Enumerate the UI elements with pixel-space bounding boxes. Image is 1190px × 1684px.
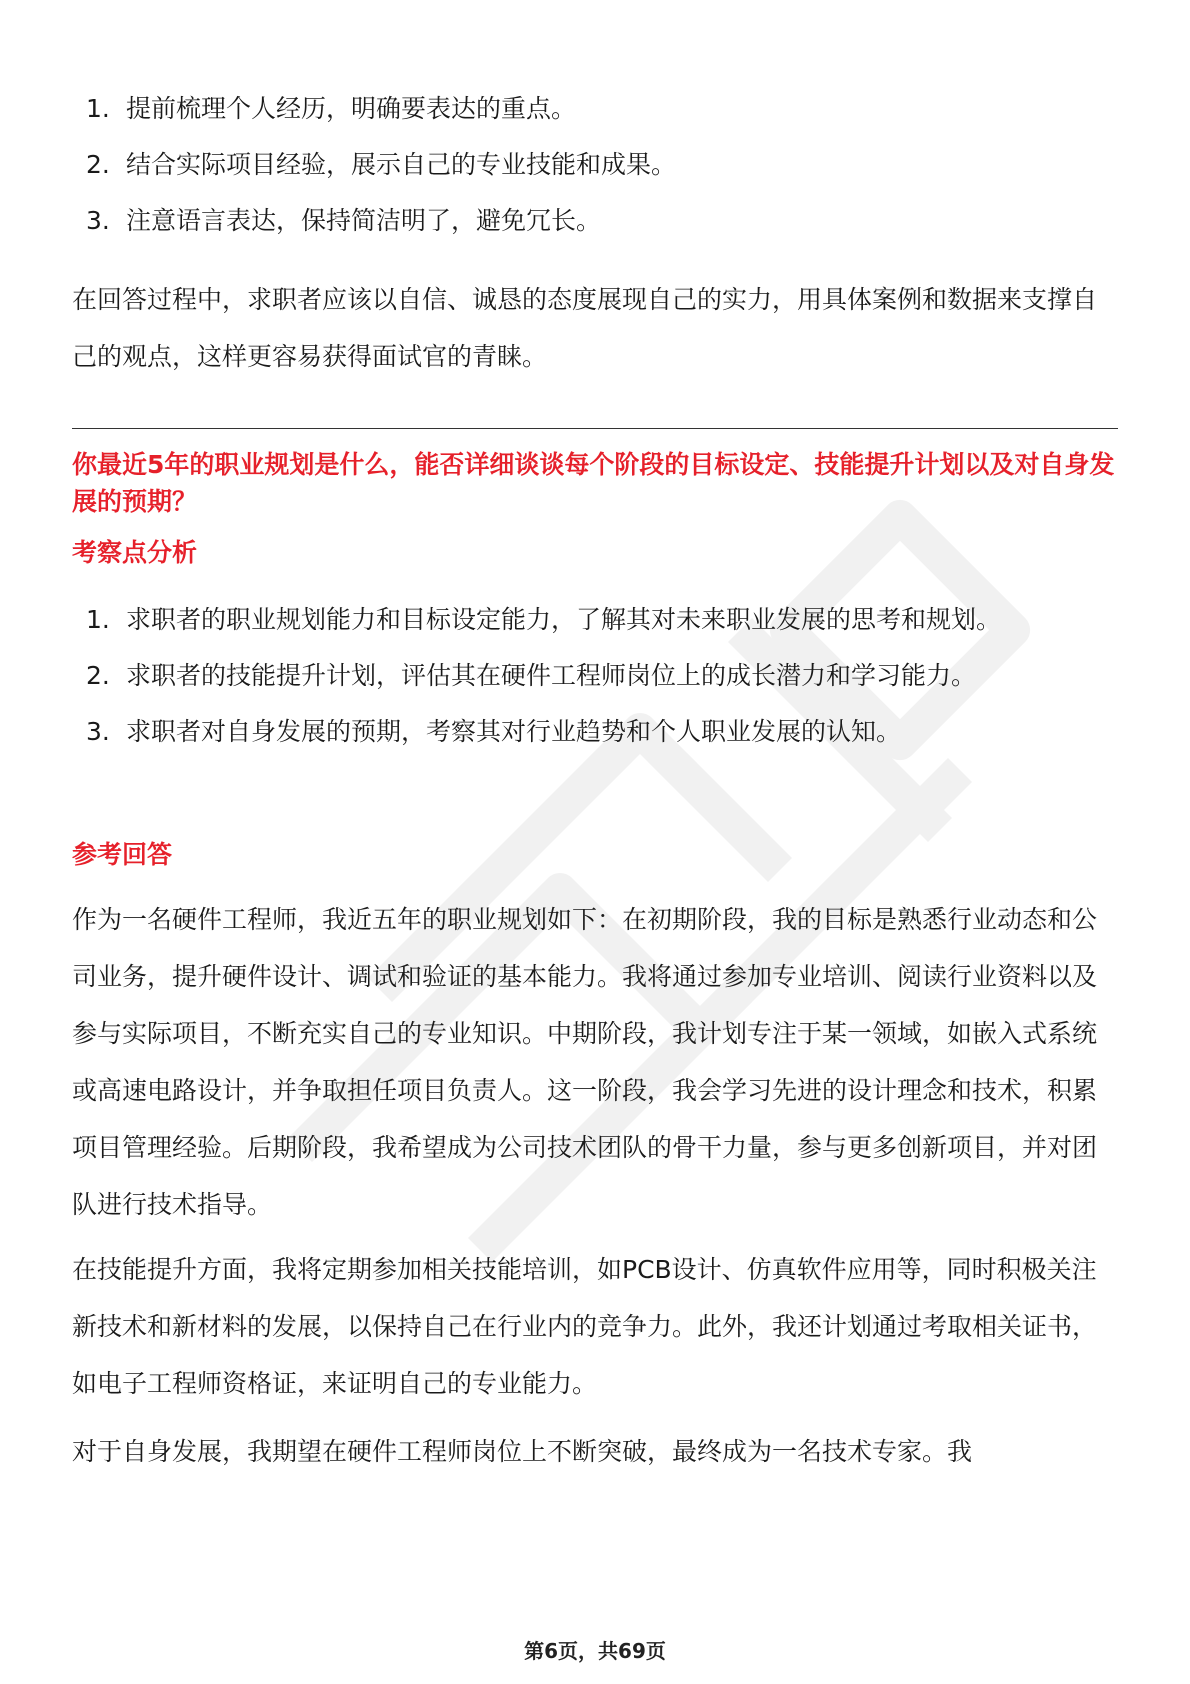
answer-paragraph: 在技能提升方面，我将定期参加相关技能培训，如PCB设计、仿真软件应用等，同时积极关注新技术和新材料的发展，以保持自己在行业内的竞争力。此外，我还计划通过考取相关证书，如电子工程师资格证，来证明自己的专业能力。 (72, 1255, 1098, 1398)
question-title: 你最近5年的职业规划是什么，能否详细谈谈每个阶段的目标设定、技能提升计划以及对自身发展的预期？ (72, 450, 1115, 516)
answer-paragraph: 对于自身发展，我期望在硬件工程师岗位上不断突破，最终成为一名技术专家。我 (72, 1437, 973, 1466)
page-number: 第6页，共69页 (524, 1639, 666, 1663)
list-item: 2. 求职者的技能提升计划，评估其在硬件工程师岗位上的成长潜力和学习能力。 (86, 661, 977, 690)
list-item: 3. 求职者对自身发展的预期，考察其对行业趋势和个人职业发展的认知。 (86, 717, 902, 746)
section-divider (72, 428, 1118, 429)
answer-paragraph: 作为一名硬件工程师，我近五年的职业规划如下：在初期阶段，我的目标是熟悉行业动态和公司业务，提升硬件设计、调试和验证的基本能力。我将通过参加专业培训、阅读行业资料以及参与实际项目，不断充实自己的专业知识。中期阶段，我计划专注于某一领域，如嵌入式系统或高速电路设计，并争取担任项目负责人。这一阶段，我会学习先进的设计理念和技术，积累项目管理经验。后期阶段，我希望成为公司技术团队的骨干力量，参与更多创新项目，并对团队进行技术指导。 (72, 905, 1098, 1219)
analysis-list (72, 592, 1118, 760)
list-item: 2. 结合实际项目经验，展示自己的专业技能和成果。 (86, 150, 677, 179)
analysis-heading: 考察点分析 (72, 538, 198, 567)
intro-list (72, 81, 1118, 249)
intro-paragraph: 在回答过程中，求职者应该以自信、诚恳的态度展现自己的实力，用具体案例和数据来支撑自己的观点，这样更容易获得面试官的青睐。 (72, 285, 1098, 371)
list-item: 1. 求职者的职业规划能力和目标设定能力，了解其对未来职业发展的思考和规划。 (86, 605, 1002, 634)
list-item: 1. 提前梳理个人经历，明确要表达的重点。 (86, 94, 577, 123)
answer-heading: 参考回答 (72, 840, 173, 869)
list-item: 3. 注意语言表达，保持简洁明了，避免冗长。 (86, 206, 602, 235)
